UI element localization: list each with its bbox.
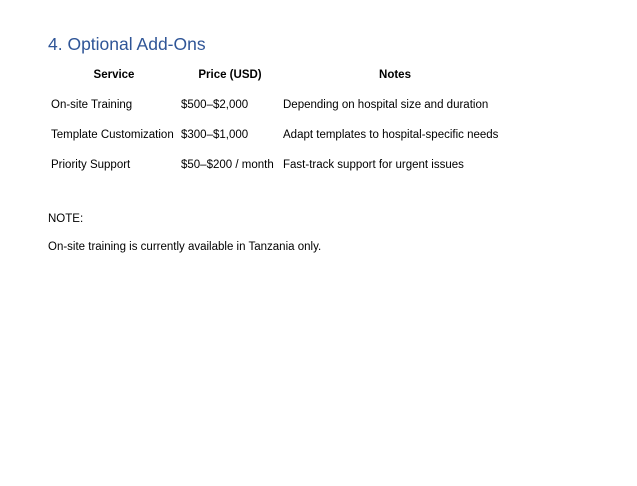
table-cell-notes: Adapt templates to hospital-specific needs (283, 129, 499, 141)
table-cell-price: $50–$200 / month (181, 159, 274, 171)
table-cell-price: $500–$2,000 (181, 99, 249, 111)
header-price: Price (USD) (198, 69, 262, 81)
table-cell-service: Template Customization (51, 129, 174, 141)
header-notes: Notes (379, 69, 411, 81)
table-cell-price: $300–$1,000 (181, 129, 249, 141)
table-cell-notes: Depending on hospital size and duration (283, 99, 489, 111)
note-text: On-site training is currently available in Tanzania only. (48, 241, 322, 253)
table-cell-service: Priority Support (51, 159, 131, 171)
table-cell-notes: Fast-track support for urgent issues (283, 159, 464, 171)
table-cell-service: On-site Training (51, 99, 133, 111)
note-label: NOTE: (48, 213, 84, 225)
header-service: Service (93, 69, 135, 81)
section-heading: 4. Optional Add-Ons (48, 34, 206, 54)
